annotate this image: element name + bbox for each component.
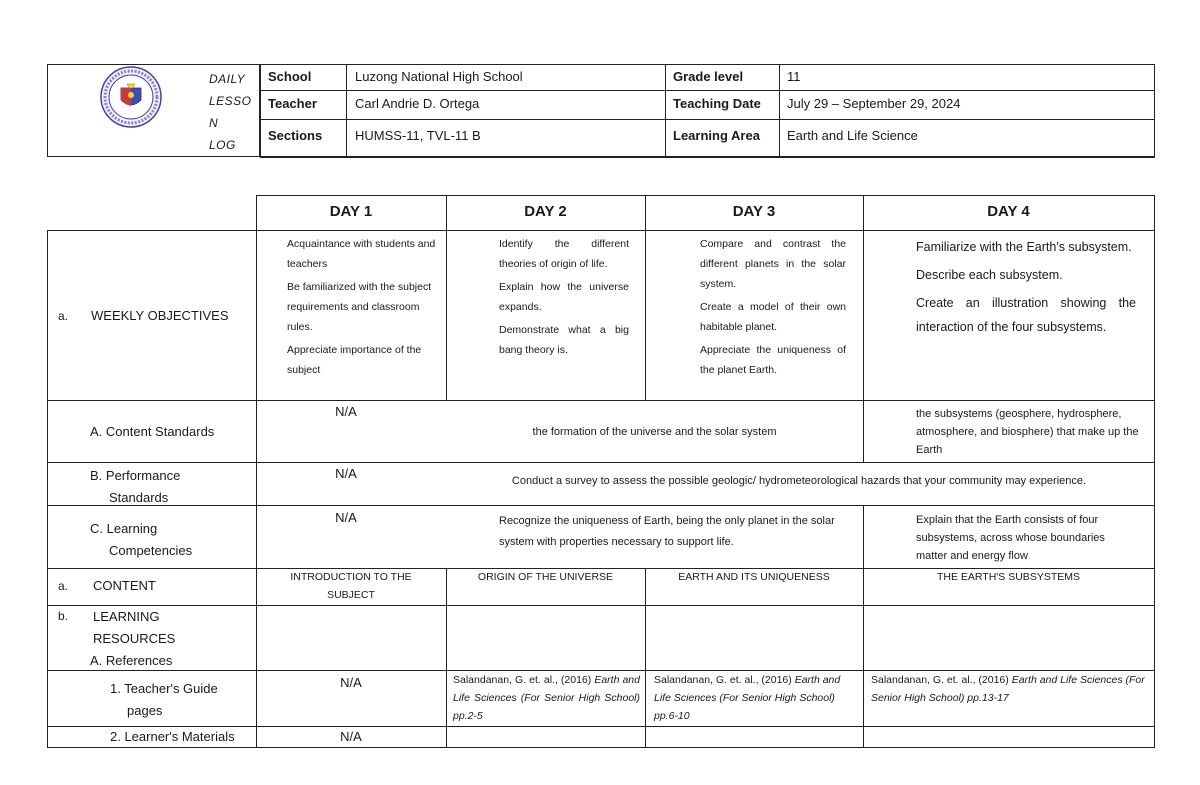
teaching-date-label: Teaching Date (673, 96, 761, 111)
objective-item: Be familiarized with the subject requirements and classroom rules. (287, 281, 432, 333)
teachers-guide-day4 (871, 671, 1149, 707)
objective-item: Compare and contrast the different planets in the solar system. (700, 238, 846, 290)
content-standards-day1: N/A (335, 404, 357, 419)
teaching-date-value: July 29 – September 29, 2024 (787, 96, 961, 111)
objective-item: Create a model of their own habitable planet. (700, 301, 846, 333)
reference-author: Salandanan, G. et. al., (2016) (871, 674, 1012, 686)
dll-title-line: N (209, 116, 219, 130)
teachers-guide-day3 (654, 671, 859, 725)
school-label: School (268, 69, 312, 84)
day3-header: DAY 3 (732, 203, 776, 220)
learning-competencies-label-line: Competencies (109, 543, 193, 558)
reference-author: Salandanan, G. et. al., (2016) (453, 674, 595, 686)
deped-seal-logo (100, 66, 162, 128)
performance-standards-rest: Conduct a survey to assess the possible geologic/ hydrometeorological hazards that your community may experience. (511, 475, 1087, 487)
school-value: Luzong National High School (355, 69, 523, 84)
grade-level-label: Grade level (673, 69, 744, 84)
objective-item: Appreciate the uniqueness of the planet Earth. (700, 344, 846, 376)
objectives-row-label: WEEKLY OBJECTIVES (91, 308, 229, 323)
references-label: A. References (90, 653, 173, 668)
learning-area-value: Earth and Life Science (787, 128, 918, 143)
content-row-number: a. (58, 579, 69, 593)
teacher-label: Teacher (268, 96, 317, 111)
content-day1: INTRODUCTION TO THE SUBJECT (290, 571, 412, 601)
content-day3: EARTH AND ITS UNIQUENESS (678, 571, 830, 583)
performance-standards-label (90, 465, 180, 509)
sections-label: Sections (268, 128, 323, 143)
day3-objectives (700, 234, 846, 383)
content-day4: THE EARTH'S SUBSYSTEMS (936, 571, 1080, 583)
learning-resources-label-line: RESOURCES (93, 631, 176, 646)
learning-area-label: Learning Area (673, 128, 760, 143)
sections-value: HUMSS-11, TVL-11 B (355, 128, 481, 143)
teachers-guide-label (110, 678, 218, 722)
content-standards-day4: the subsystems (geosphere, hydrosphere, atmosphere, and biosphere) that make up the Earth (916, 408, 1139, 456)
dll-title-line: LOG (209, 138, 236, 152)
learners-materials-day1: N/A (340, 729, 362, 744)
day4-header: DAY 4 (987, 203, 1030, 220)
objective-item: Create an illustration showing the interaction of the four subsystems. (916, 296, 1136, 334)
reference-title: Earth and Life Sciences (For Senior High School) pp.6-10 (654, 674, 841, 722)
objective-item: Identify the different theories of origin of life. (499, 238, 629, 270)
reference-title: Earth and Life Sciences (For Senior High School) pp.13-17 (871, 674, 1145, 704)
day4-objectives (916, 235, 1136, 343)
learning-competencies-day4: Explain that the Earth consists of four subsystems, across whose boundaries matter and energy flow (916, 514, 1105, 562)
teachers-guide-label-line: pages (127, 703, 163, 718)
learning-resources-row-number: b. (58, 609, 69, 623)
objective-item: Describe each subsystem. (916, 268, 1063, 282)
teachers-guide-day2 (453, 671, 640, 725)
objective-item: Explain how the universe expands. (499, 281, 629, 313)
learning-competencies-day1: N/A (335, 510, 357, 525)
objective-item: Demonstrate what a big bang theory is. (499, 324, 629, 356)
dll-title-line: LESSO (209, 94, 252, 108)
learning-competencies-label (90, 518, 192, 562)
reference-author: Salandanan, G. et. al., (2016) (654, 674, 795, 686)
day2-header: DAY 2 (524, 203, 567, 220)
day1-header: DAY 1 (329, 203, 373, 220)
learners-materials-label: 2. Learner's Materials (110, 729, 235, 744)
performance-standards-label-line: B. Performance (90, 468, 181, 483)
objective-item: Familiarize with the Earth's subsystem. (916, 240, 1132, 254)
grade-level-value: 11 (787, 69, 801, 84)
reference-title: Earth and Life Sciences (For Senior High School) pp.2-5 (453, 674, 640, 722)
learning-competencies-label-line: C. Learning (90, 521, 158, 536)
performance-standards-day1: N/A (335, 466, 357, 481)
content-row-label: CONTENT (93, 578, 156, 593)
dll-title (209, 68, 252, 156)
content-standards-label: A. Content Standards (90, 424, 215, 439)
teachers-guide-label-line: 1. Teacher's Guide (110, 681, 218, 696)
dll-title-line: DAILY (209, 72, 246, 86)
objective-item: Appreciate importance of the subject (287, 344, 422, 376)
objective-item: Acquaintance with students and teachers (287, 238, 436, 270)
day2-objectives (499, 234, 629, 363)
learning-resources-label-line: LEARNING (93, 609, 160, 624)
performance-standards-label-line: Standards (109, 490, 169, 505)
objectives-row-number: a. (58, 309, 69, 323)
content-standards-day2-3: the formation of the universe and the solar system (532, 426, 777, 438)
learning-resources-label (90, 606, 176, 672)
day1-objectives (287, 234, 439, 383)
teacher-value: Carl Andrie D. Ortega (355, 96, 480, 111)
teachers-guide-day1: N/A (340, 675, 362, 690)
learning-competencies-day2-3: Recognize the uniqueness of Earth, being the only planet in the solar system with properties necessary to support life. (499, 515, 835, 548)
content-day2: ORIGIN OF THE UNIVERSE (477, 571, 614, 583)
